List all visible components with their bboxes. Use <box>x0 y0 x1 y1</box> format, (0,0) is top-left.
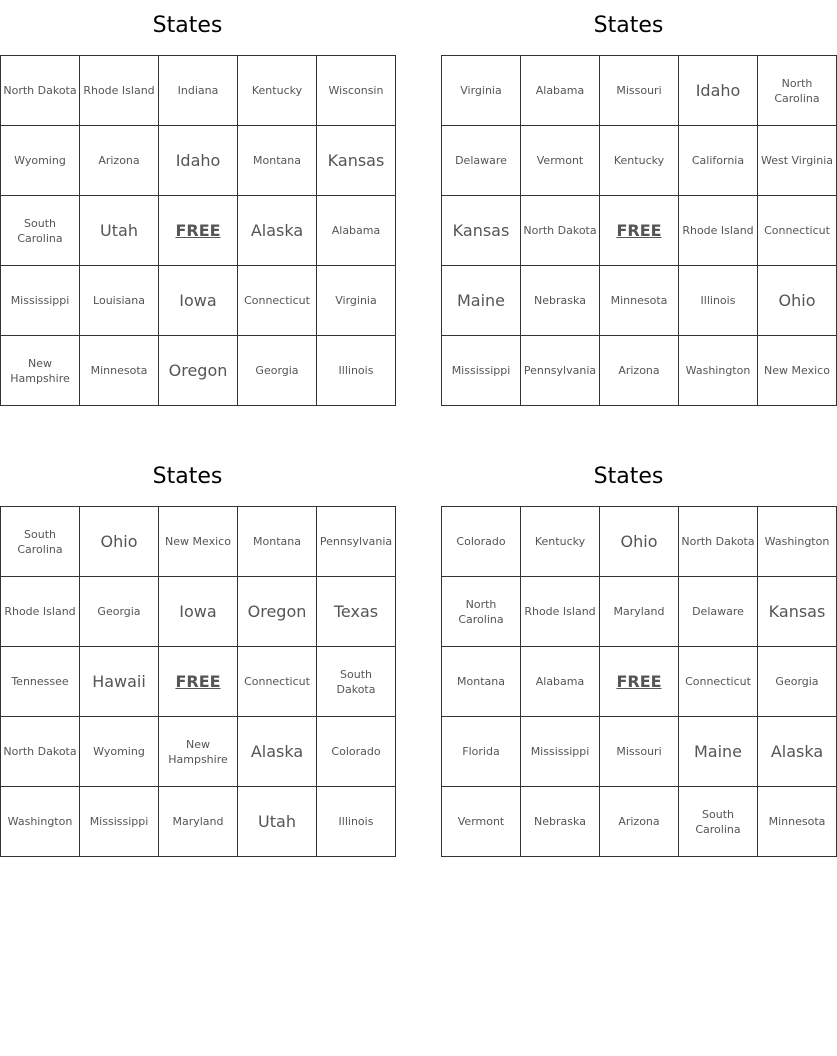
bingo-cell: Rhode Island <box>679 196 758 266</box>
bingo-cell: Connecticut <box>758 196 837 266</box>
bingo-cell: Arizona <box>600 336 679 406</box>
grid-row <box>442 577 837 647</box>
bingo-cell: Illinois <box>679 266 758 336</box>
grid-row <box>442 336 837 406</box>
bingo-cell: Wyoming <box>1 126 80 196</box>
bingo-cell: South Carolina <box>679 787 758 857</box>
bingo-cell: Florida <box>442 717 521 787</box>
bingo-cell: Kansas <box>442 196 521 266</box>
bingo-cell: New Mexico <box>758 336 837 406</box>
bingo-cell: Maine <box>442 266 521 336</box>
bingo-cell: North Dakota <box>1 56 80 126</box>
bingo-cell: Rhode Island <box>80 56 159 126</box>
grid-row <box>442 717 837 787</box>
bingo-cell: Mississippi <box>1 266 80 336</box>
bingo-grid <box>0 506 396 857</box>
bingo-cell: Kentucky <box>521 507 600 577</box>
bingo-cell: Iowa <box>159 266 238 336</box>
bingo-cell: Connecticut <box>238 266 317 336</box>
bingo-cell: Kansas <box>758 577 837 647</box>
bingo-cell: Montana <box>238 126 317 196</box>
bingo-cell: Maine <box>679 717 758 787</box>
bingo-cell: Alabama <box>521 56 600 126</box>
bingo-cell: New Hampshire <box>1 336 80 406</box>
bingo-cell: Ohio <box>600 507 679 577</box>
bingo-cell: Vermont <box>442 787 521 857</box>
bingo-cell: North Carolina <box>442 577 521 647</box>
bingo-cell: Arizona <box>80 126 159 196</box>
bingo-cell: Oregon <box>159 336 238 406</box>
bingo-cell: Washington <box>758 507 837 577</box>
bingo-cell: Georgia <box>80 577 159 647</box>
bingo-cell: Minnesota <box>80 336 159 406</box>
bingo-cell: Colorado <box>317 717 396 787</box>
free-cell: FREE <box>600 647 679 717</box>
bingo-cell: Washington <box>1 787 80 857</box>
grid-row <box>442 126 837 196</box>
grid-row <box>1 577 396 647</box>
bingo-cell: Alaska <box>758 717 837 787</box>
bingo-cell: South Carolina <box>1 507 80 577</box>
bingo-cell: Utah <box>238 787 317 857</box>
bingo-cell: Mississippi <box>80 787 159 857</box>
bingo-cell: Ohio <box>758 266 837 336</box>
bingo-cell: South Carolina <box>1 196 80 266</box>
bingo-cell: Wisconsin <box>317 56 396 126</box>
grid-row <box>1 196 396 266</box>
bingo-cell: New Hampshire <box>159 717 238 787</box>
grid-row <box>1 336 396 406</box>
bingo-cell: Missouri <box>600 717 679 787</box>
bingo-cell: North Dakota <box>521 196 600 266</box>
bingo-card-4 <box>441 451 830 857</box>
bingo-cell: Georgia <box>238 336 317 406</box>
bingo-cell: Maryland <box>600 577 679 647</box>
bingo-cell: Montana <box>238 507 317 577</box>
bingo-cell: West Virginia <box>758 126 837 196</box>
free-cell: FREE <box>600 196 679 266</box>
bingo-cell: Nebraska <box>521 266 600 336</box>
bingo-cell: Alaska <box>238 196 317 266</box>
bingo-cell: Virginia <box>317 266 396 336</box>
bingo-cell: Alabama <box>317 196 396 266</box>
grid-row <box>442 647 837 717</box>
bingo-grid <box>0 55 396 406</box>
bingo-cell: Arizona <box>600 787 679 857</box>
bingo-cell: Mississippi <box>442 336 521 406</box>
bingo-cell: Nebraska <box>521 787 600 857</box>
bingo-cell: Utah <box>80 196 159 266</box>
free-cell: FREE <box>159 647 238 717</box>
bingo-cell: Indiana <box>159 56 238 126</box>
bingo-cell: Pennsylvania <box>317 507 396 577</box>
bingo-cell: Alaska <box>238 717 317 787</box>
bingo-cell: North Carolina <box>758 56 837 126</box>
bingo-cell: Rhode Island <box>1 577 80 647</box>
bingo-cell: Vermont <box>521 126 600 196</box>
bingo-cell: Illinois <box>317 336 396 406</box>
bingo-cell: Ohio <box>80 507 159 577</box>
grid-row <box>442 196 837 266</box>
bingo-cell: Delaware <box>442 126 521 196</box>
bingo-cell: South Dakota <box>317 647 396 717</box>
grid-row <box>442 507 837 577</box>
grid-row <box>442 266 837 336</box>
bingo-grid <box>441 506 837 857</box>
bingo-cell: Alabama <box>521 647 600 717</box>
bingo-card-2 <box>441 0 833 406</box>
bingo-cell: Iowa <box>159 577 238 647</box>
bingo-cell: Minnesota <box>758 787 837 857</box>
bingo-cell: Hawaii <box>80 647 159 717</box>
bingo-cell: Oregon <box>238 577 317 647</box>
bingo-cell: Missouri <box>600 56 679 126</box>
bingo-card-1 <box>0 0 385 406</box>
bingo-grid <box>441 55 837 406</box>
bingo-cell: Washington <box>679 336 758 406</box>
bingo-cell: Virginia <box>442 56 521 126</box>
card-title: States <box>593 464 664 489</box>
grid-row <box>1 56 396 126</box>
bingo-cell: California <box>679 126 758 196</box>
bingo-cell: New Mexico <box>159 507 238 577</box>
grid-row <box>442 787 837 857</box>
card-title: States <box>152 13 223 38</box>
bingo-cell: Kansas <box>317 126 396 196</box>
bingo-cell: North Dakota <box>679 507 758 577</box>
grid-row <box>1 717 396 787</box>
bingo-cell: Georgia <box>758 647 837 717</box>
bingo-cell: Delaware <box>679 577 758 647</box>
bingo-cell: Pennsylvania <box>521 336 600 406</box>
bingo-cell: North Dakota <box>1 717 80 787</box>
grid-row <box>1 266 396 336</box>
grid-row <box>1 647 396 717</box>
bingo-cell: Tennessee <box>1 647 80 717</box>
bingo-cell: Mississippi <box>521 717 600 787</box>
bingo-cell: Rhode Island <box>521 577 600 647</box>
bingo-cell: Kentucky <box>600 126 679 196</box>
bingo-cell: Montana <box>442 647 521 717</box>
grid-row <box>1 507 396 577</box>
bingo-cell: Maryland <box>159 787 238 857</box>
grid-row <box>1 787 396 857</box>
bingo-cell: Texas <box>317 577 396 647</box>
bingo-cell: Colorado <box>442 507 521 577</box>
bingo-cell: Connecticut <box>679 647 758 717</box>
grid-row <box>1 126 396 196</box>
grid-row <box>442 56 837 126</box>
card-title: States <box>152 464 223 489</box>
free-cell: FREE <box>159 196 238 266</box>
bingo-cell: Connecticut <box>238 647 317 717</box>
bingo-cell: Idaho <box>159 126 238 196</box>
bingo-cell: Minnesota <box>600 266 679 336</box>
bingo-cell: Kentucky <box>238 56 317 126</box>
bingo-cell: Idaho <box>679 56 758 126</box>
card-title: States <box>593 13 664 38</box>
bingo-cell: Illinois <box>317 787 396 857</box>
bingo-cell: Louisiana <box>80 266 159 336</box>
bingo-card-3 <box>0 451 393 857</box>
bingo-cell: Wyoming <box>80 717 159 787</box>
